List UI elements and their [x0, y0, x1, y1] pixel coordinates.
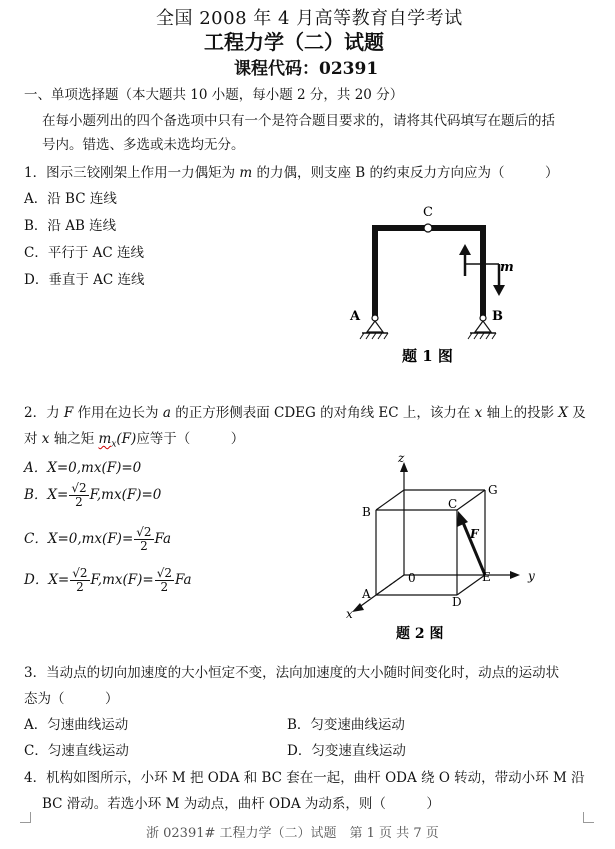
page-footer: 浙 02391# 工程力学（二）试题 第 1 页 共 7 页: [146, 826, 439, 841]
q3-option-a: A．匀速曲线运动: [24, 717, 129, 733]
section-heading: 一、单项选择题（本大题共 10 小题，每小题 2 分，共 20 分）: [24, 87, 404, 103]
q4-stem-line-2: BC 滑动。若选小环 M 为动点，曲杆 ODA 为动系，则（ ）: [42, 796, 440, 812]
q2-option-d: D．X= $\frac{√2}{2}$ F,mx(F)= $\frac{√2}{2}$ Fa: [24, 566, 192, 594]
q1-figure: [340, 200, 530, 375]
paper-title: 工程力学（二）试题: [204, 30, 384, 54]
support-a: [367, 321, 383, 332]
course-code: 课程代码：02391: [234, 59, 379, 79]
label-x: x: [346, 607, 353, 621]
support-b: [475, 321, 491, 332]
q1-option-b: B．沿 AB 连线: [24, 218, 117, 234]
label-a: A: [350, 309, 361, 324]
label-b: B: [492, 309, 503, 324]
q1-option-d: D．垂直于 AC 连线: [24, 272, 145, 288]
label-B: B: [362, 505, 371, 519]
q2-option-b: B．X= $\frac{√2}{2}$ F,mx(F)=0: [24, 481, 162, 509]
q1-option-a: A．沿 BC 连线: [24, 191, 117, 207]
crop-mark-left: [20, 812, 31, 823]
frame-left-column: [372, 225, 378, 317]
q4-stem-line-1: 4．机构如图所示，小环 M 把 ODA 和 BC 套在一起，曲杆 ODA 绕 O 转动，带动小环 M 沿: [24, 770, 585, 786]
q3-stem-line-2: 态为（ ）: [24, 691, 119, 707]
label-m: m: [500, 260, 514, 275]
label-c: C: [423, 205, 433, 220]
frame-right-column: [480, 225, 486, 317]
hinge-c: [424, 224, 432, 232]
q2-option-c: C．X=0,mx(F)= $\frac{√2}{2}$ Fa: [24, 525, 172, 553]
label-z: z: [398, 451, 405, 465]
q2-figure: [340, 450, 550, 645]
label-D: D: [452, 595, 462, 609]
q3-option-b: B．匀变速曲线运动: [287, 717, 405, 733]
q3-option-c: C．匀速直线运动: [24, 743, 129, 759]
label-C: C: [448, 497, 458, 511]
q2-option-a: A．X=0,mx(F)=0: [24, 460, 142, 476]
label-A: A: [362, 587, 371, 601]
q3-option-d: D．匀变速直线运动: [287, 743, 406, 759]
q1-option-c: C．平行于 AC 连线: [24, 245, 144, 261]
crop-mark-right: [583, 812, 594, 823]
fig2-caption: 题 2 图: [396, 626, 444, 642]
label-y: y: [528, 569, 535, 583]
fig1-caption: 题 1 图: [402, 347, 453, 365]
label-G: G: [488, 483, 498, 497]
instructions-line-2: 号内。错选、多选或未选均无分。: [42, 137, 245, 153]
q3-stem-line-1: 3．当动点的切向加速度的大小恒定不变，法向加速度的大小随时间变化时，动点的运动状: [24, 665, 560, 681]
couple-arrow-up: [459, 244, 471, 255]
exam-title: 全国 2008 年 4 月高等教育自学考试: [156, 8, 463, 29]
couple-arrow-down: [493, 285, 505, 296]
q2-stem-line-1: 2．力 F 作用在边长为 a 的正方形侧表面 CDEG 的对角线 EC 上，该力在 x 轴上的投影 X 及: [24, 405, 586, 421]
label-origin: 0: [408, 571, 416, 585]
instructions-line-1: 在每小题列出的四个备选项中只有一个是符合题目要求的，请将其代码填写在题后的括: [42, 113, 555, 129]
label-E: E: [482, 570, 491, 584]
q1-stem: 1．图示三铰刚架上作用一力偶矩为 m 的力偶，则支座 B 的约束反力方向应为（ ）: [24, 165, 559, 181]
label-f: F: [470, 527, 479, 541]
q2-stem-line-2: 对 x 轴之矩 $m_x(F)$应等于（ ）: [24, 431, 245, 450]
